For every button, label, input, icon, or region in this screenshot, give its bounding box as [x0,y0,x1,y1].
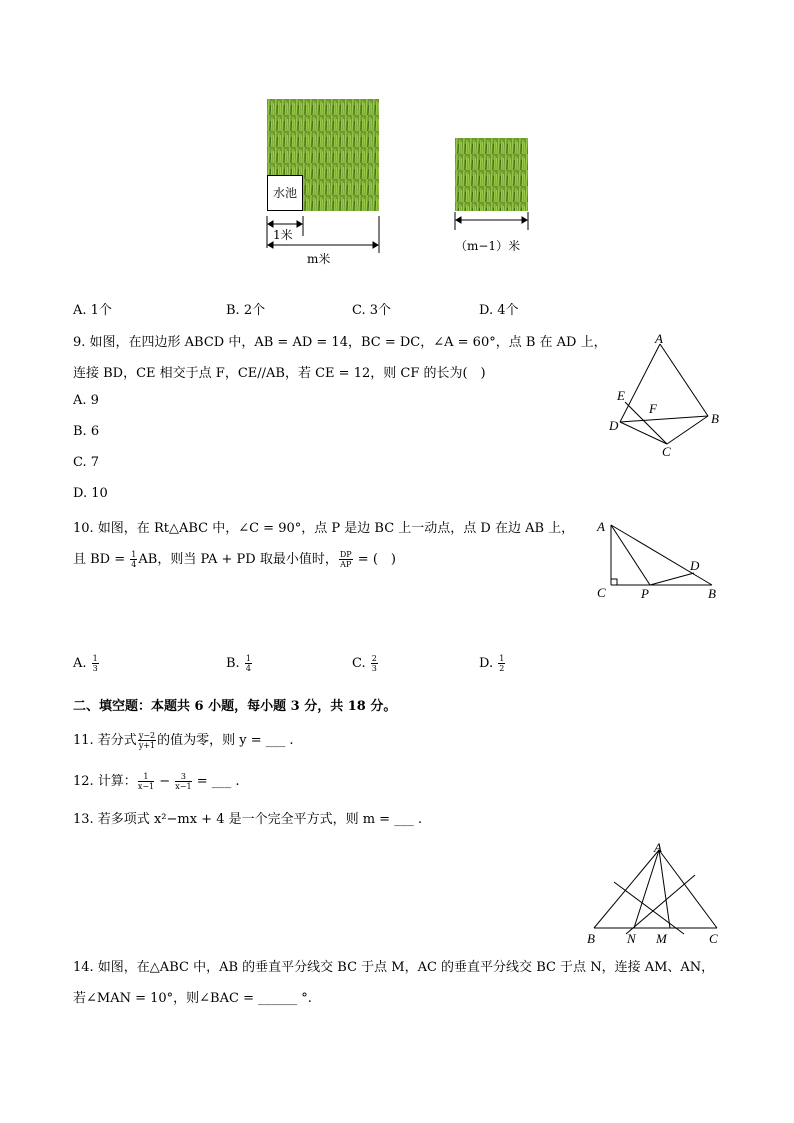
q11 [73,729,294,750]
option-frac [371,654,378,673]
q10-option-d [479,654,506,673]
frac-num: 1 [131,550,137,559]
q8-option-b: B. 2个 [226,303,266,318]
label-a: A [654,840,662,855]
q10-line2-pre: 且 BD = [73,552,130,567]
q12-frac2 [175,772,191,791]
dim-right-label: （m−1）米 [455,239,521,253]
segment-bc [667,416,708,444]
perp-bisector-ab [614,882,684,934]
segment-ap [611,525,650,585]
option-letter: D. [479,656,494,671]
q10-option-b [226,654,253,673]
label-c: C [597,585,606,600]
q9-option-a: A. 9 [73,393,99,408]
grass-texture-small [455,138,528,211]
frac-den: 3 [92,664,98,673]
segment-ab [594,850,659,928]
label-m: M [656,931,667,946]
label-n: N [627,931,636,946]
q11-post: 的值为零，则 y = ___ . [157,733,294,748]
q10-line1: 10. 如图，在 Rt△ABC 中，∠C = 90°，点 P 是边 BC 上一动点，点 D 在边 AB 上， [73,521,575,536]
frac-den: 4 [245,664,251,673]
frac-den: y+1 [138,741,156,750]
frac-num: 2 [371,654,377,663]
label-b: B [708,586,716,601]
pool-label: 水池 [272,186,297,200]
segment-bd [620,416,708,422]
option-letter: B. [226,656,240,671]
section-heading: 二、填空题：本题共 6 小题，每小题 3 分，共 18 分。 [73,699,397,714]
right-angle-mark [611,579,617,585]
q9-line2: 连接 BD，CE 相交于点 F，CE//AB，若 CE = 12，则 CF 的长为( ) [73,366,486,381]
q12-post: = ___ . [192,774,240,789]
label-c: C [709,931,718,946]
segment-ab [611,525,712,585]
option-letter: A. [73,656,87,671]
q10-frac-dp-ap [339,550,353,569]
label-d: D [690,558,700,573]
perp-bisector-ac [626,875,695,934]
q12-frac1 [138,772,154,791]
label-e: E [617,388,625,403]
q14-line2: 若∠MAN = 10°，则∠BAC = ______ °. [73,991,312,1006]
frac-den: 4 [131,560,137,569]
q8-option-a: A. 1个 [73,303,112,318]
frac-num: y−2 [138,731,156,740]
label-a: A [655,331,663,346]
frac-num: DP [339,550,352,559]
q13: 13. 若多项式 x²−mx + 4 是一个完全平方式，则 m = ___ . [73,812,422,827]
option-frac [498,654,505,673]
option-frac [245,654,252,673]
q10-line2-mid: AB，则当 PA + PD 取最小值时， [138,552,338,567]
q11-frac [138,731,156,750]
segment-ce [625,402,667,444]
label-d: D [609,418,619,433]
pool-box [267,175,303,211]
q9-figure [598,330,728,462]
q11-pre: 11. 若分式 [73,733,137,748]
q10-option-a [73,654,100,673]
label-a: A [597,519,605,534]
q9-option-c: C. 7 [73,455,100,470]
q9-option-b: B. 6 [73,424,100,439]
frac-num: 1 [245,654,251,663]
q10-line2-post: = ( ) [353,552,396,567]
frac-num: 1 [499,654,505,663]
frac-den: AP [340,560,352,569]
frac-num: 3 [175,772,191,782]
frac-den: x−1 [137,782,155,791]
frac-den: 3 [371,664,377,673]
segment-ab [660,344,708,416]
q10-line2 [73,548,396,569]
q9-line1: 9. 如图，在四边形 ABCD 中，AB = AD = 14，BC = DC，∠A = 60°，点 B 在 AD 上， [73,335,607,350]
label-c: C [662,444,671,459]
q12 [73,770,240,791]
frac-num: 1 [138,772,154,782]
q14-figure [582,838,732,948]
dim-small-label: 1米 [273,228,293,242]
q14-line1: 14. 如图，在△ABC 中，AB 的垂直平分线交 BC 于点 M，AC 的垂直平分线交 BC 于点 N，连接 AM、AN， [73,960,715,975]
segment-pd [650,573,694,585]
option-letter: C. [352,656,366,671]
q10-frac-one-fourth [130,550,137,569]
frac-den: x−1 [175,782,192,791]
q12-minus: − [155,774,175,789]
q8-option-c: C. 3个 [352,303,392,318]
q10-figure [590,515,730,605]
label-p: P [641,586,649,601]
option-frac [92,654,99,673]
dim-large-label: m米 [307,252,331,266]
grass-field-small [455,138,528,211]
label-b: B [711,411,719,426]
segment-ac [659,850,717,928]
label-f: F [649,401,657,416]
frac-den: 2 [499,664,505,673]
segment-dc [620,422,667,444]
q9-option-d: D. 10 [73,486,108,501]
label-b: B [587,931,595,946]
q12-pre: 12. 计算： [73,774,137,789]
q8-option-d: D. 4个 [479,303,519,318]
q10-option-c [352,654,379,673]
frac-num: 1 [92,654,98,663]
